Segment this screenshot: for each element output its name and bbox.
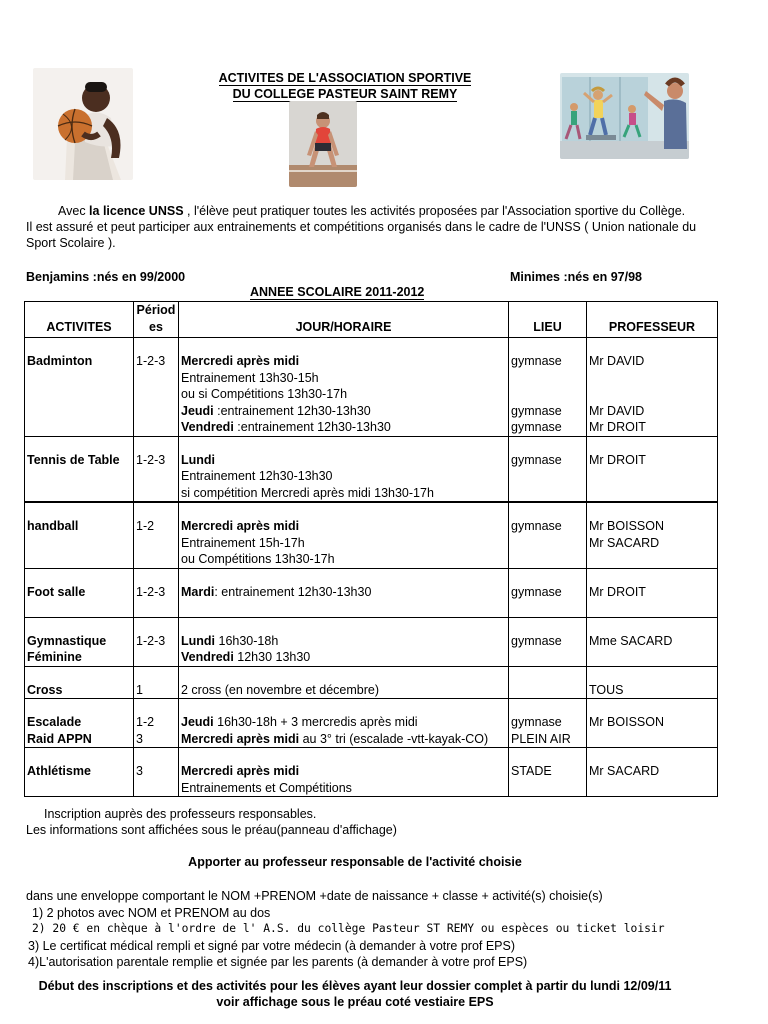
activity-cell: Badminton — [25, 338, 134, 437]
start-line-2: voir affichage sous le préau coté vestiaire EPS — [216, 995, 494, 1009]
activity-cell: Gymnastique Féminine — [25, 617, 134, 666]
header-activites: ACTIVITES — [25, 302, 134, 338]
table-row — [25, 568, 718, 617]
intro-paragraph — [26, 203, 716, 251]
intro-second-paragraph: Il est assuré et peut participer aux entrainements et compétitions organisés dans le cadre de l'UNSS ( Union nationale du Sport Scolaire ). — [26, 220, 697, 250]
licence-unss-label: la licence UNSS — [89, 204, 184, 218]
lieu-cell — [509, 666, 587, 699]
schedule-cell: Mercredi après midi Entrainement 13h30-15h ou si Compétitions 13h30-17h Jeudi :entrainement 12h30-13h30 Vendredi :entrainement 12h30-13h30 — [179, 338, 509, 437]
intro-rest: , l'élève peut pratiquer toutes les activités proposées par l'Association sportive du Collège. — [183, 204, 686, 218]
bring-heading: Apporter au professeur responsable de l'activité choisie — [188, 855, 522, 869]
schedule-cell: Mercredi après midi Entrainement 15h-17h ou Compétitions 13h30-17h — [179, 502, 509, 568]
table-row — [25, 436, 718, 502]
schedule-cell: Lundi Entrainement 12h30-13h30 si compétition Mercredi après midi 13h30-17h — [179, 436, 509, 502]
period-cell: 1-2 3 — [134, 699, 179, 748]
table-header-row — [25, 302, 718, 338]
basketball-player-photo — [33, 68, 133, 180]
period-cell: 1-2-3 — [134, 338, 179, 437]
lieu-cell: gymnase — [509, 568, 587, 617]
professeur-cell: TOUS — [587, 666, 718, 699]
list-item: 1) 2 photos avec NOM et PRENOM au dos — [32, 905, 271, 920]
activity-cell: Escalade Raid APPN — [25, 699, 134, 748]
table-row — [25, 338, 718, 437]
period-cell: 1-2 — [134, 502, 179, 568]
envelope-intro: dans une enveloppe comportant le NOM +PRENOM +date de naissance + classe + activité(s) choisie(s) — [26, 889, 603, 903]
list-item: 4)L'autorisation parentale remplie et signée par les parents (à demander à votre prof EPS) — [28, 955, 528, 969]
envelope-requirements — [26, 888, 665, 971]
header-professeur: PROFESSEUR — [587, 302, 718, 338]
professeur-cell: Mr DROIT — [587, 436, 718, 502]
header-periodes: Périod es — [134, 302, 179, 338]
benjamins-label: Benjamins :nés en 99/2000 — [26, 270, 186, 284]
notice-line-1: Inscription auprès des professeurs responsables. — [44, 807, 317, 821]
lieu-cell: gymnase PLEIN AIR — [509, 699, 587, 748]
activity-cell: Cross — [25, 666, 134, 699]
inscription-notice — [26, 806, 397, 838]
intro-prefix: Avec — [58, 204, 90, 218]
school-year — [250, 285, 424, 299]
schedule-cell: Mercredi après midi Entrainements et Compétitions — [179, 748, 509, 797]
fitness-class-illustration — [560, 73, 689, 159]
activity-cell: Athlétisme — [25, 748, 134, 797]
period-cell: 1 — [134, 666, 179, 699]
table-row — [25, 502, 718, 568]
activity-cell: Foot salle — [25, 568, 134, 617]
period-cell: 3 — [134, 748, 179, 797]
professeur-cell: Mme SACARD — [587, 617, 718, 666]
schedule-cell: Jeudi 16h30-18h + 3 mercredis après midi Mercredi après midi au 3° tri (escalade -vtt-kayak-CO) — [179, 699, 509, 748]
professeur-cell: Mr DAVID Mr DAVID Mr DROIT — [587, 338, 718, 437]
professeur-cell: Mr BOISSON — [587, 699, 718, 748]
header-lieu: LIEU — [509, 302, 587, 338]
school-year-label: ANNEE SCOLAIRE 2011-2012 — [250, 285, 425, 299]
minimes-label: Minimes :nés en 97/98 — [510, 270, 643, 284]
list-item: 2) 20 € en chèque à l'ordre de l' A.S. du collège Pasteur ST REMY ou espèces ou ticket loisir — [32, 922, 665, 935]
list-item: 3) Le certificat médical rempli et signé par votre médecin (à demander à votre prof EPS) — [28, 938, 516, 953]
title-line-1: ACTIVITES DE L'ASSOCIATION SPORTIVE — [218, 71, 472, 85]
table-row — [25, 699, 718, 748]
activity-cell: Tennis de Table — [25, 436, 134, 502]
notice-line-2: Les informations sont affichées sous le préau(panneau d'affichage) — [26, 823, 397, 837]
lieu-cell: gymnase — [509, 617, 587, 666]
age-categories — [26, 269, 716, 285]
document-title — [195, 70, 495, 102]
schedule-cell: 2 cross (en novembre et décembre) — [179, 666, 509, 699]
lieu-cell: gymnase gymnase gymnase — [509, 338, 587, 437]
title-line-2: DU COLLEGE PASTEUR SAINT REMY — [232, 87, 458, 101]
lieu-cell: STADE — [509, 748, 587, 797]
table-row — [25, 666, 718, 699]
schedule-cell: Lundi 16h30-18h Vendredi 12h30 13h30 — [179, 617, 509, 666]
period-cell: 1-2-3 — [134, 617, 179, 666]
schedule-cell: Mardi: entrainement 12h30-13h30 — [179, 568, 509, 617]
activity-cell: handball — [25, 502, 134, 568]
table-row — [25, 748, 718, 797]
period-cell: 1-2-3 — [134, 436, 179, 502]
start-announcement — [0, 978, 710, 1010]
header-jour-horaire: JOUR/HORAIRE — [179, 302, 509, 338]
activities-table — [24, 301, 718, 797]
lieu-cell: gymnase — [509, 436, 587, 502]
period-cell: 1-2-3 — [134, 568, 179, 617]
table-row — [25, 617, 718, 666]
sprinter-start-photo — [289, 101, 357, 187]
professeur-cell: Mr SACARD — [587, 748, 718, 797]
professeur-cell: Mr DROIT — [587, 568, 718, 617]
lieu-cell: gymnase — [509, 502, 587, 568]
professeur-cell: Mr BOISSON Mr SACARD — [587, 502, 718, 568]
start-line-1: Début des inscriptions et des activités pour les élèves ayant leur dossier complet à partir du lundi 12/09/11 — [38, 979, 672, 993]
